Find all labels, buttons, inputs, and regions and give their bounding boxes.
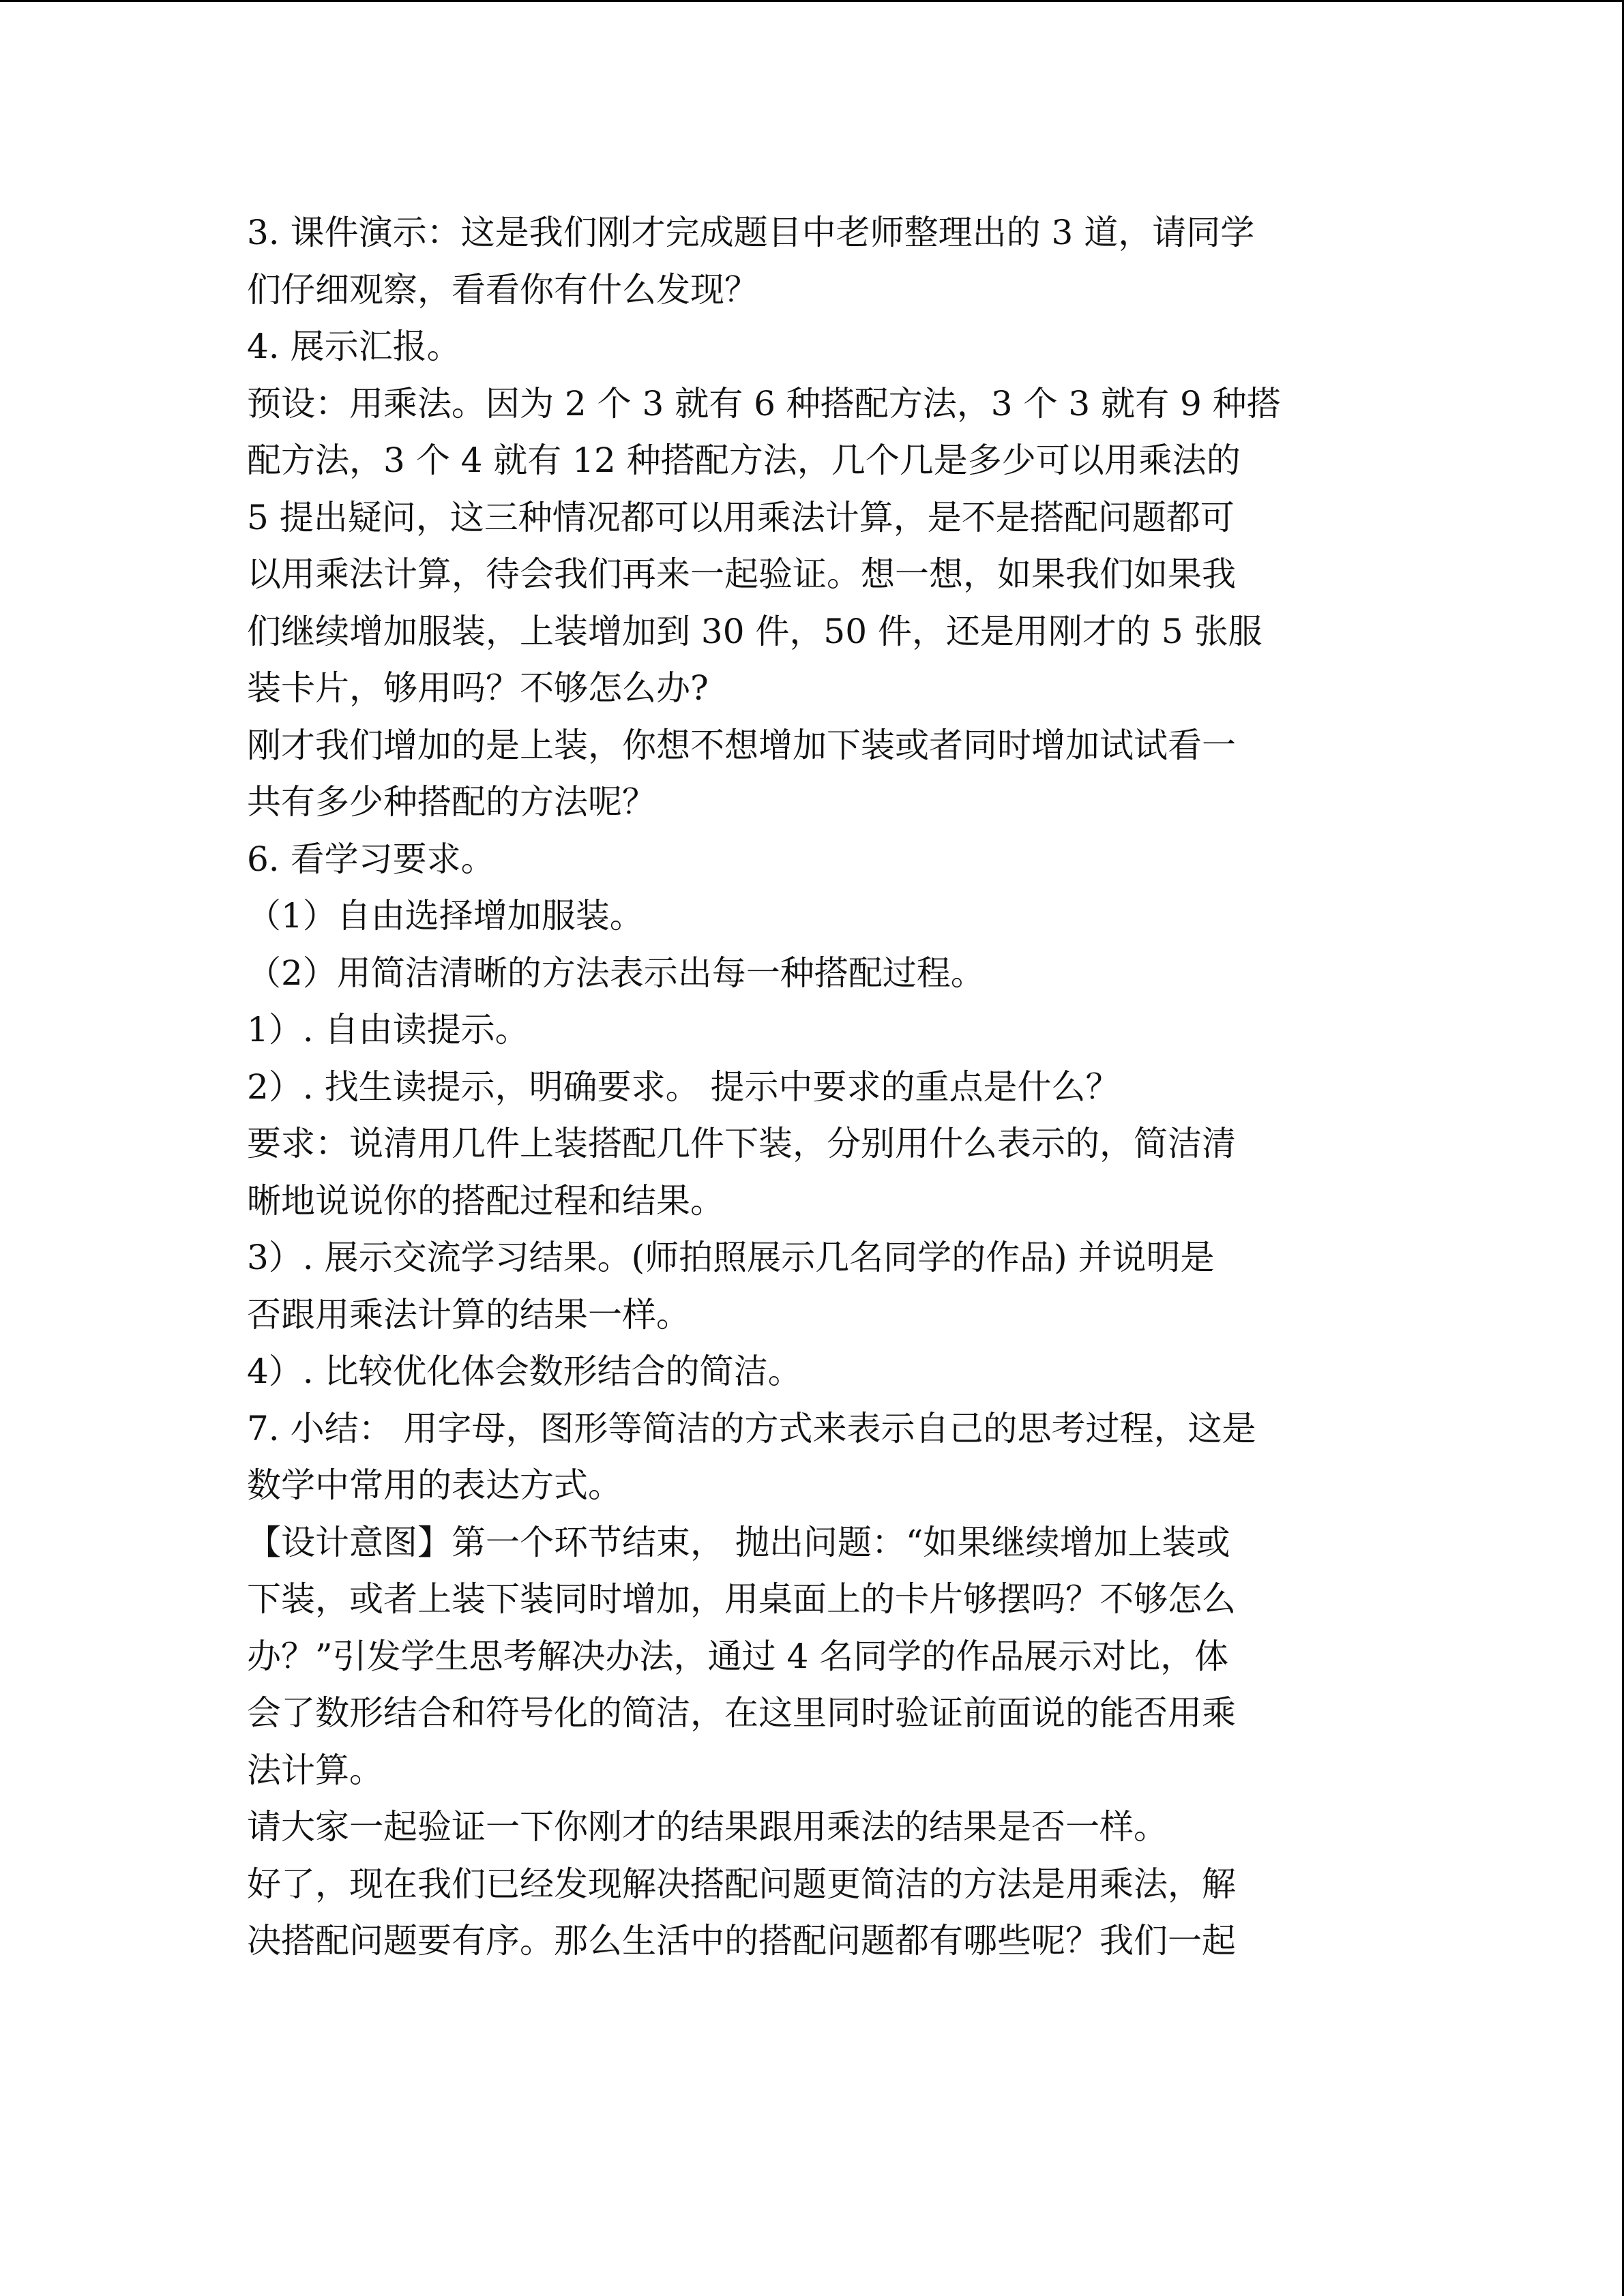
text-line: 共有多少种搭配的方法呢？: [247, 782, 656, 822]
text-line: 请大家一起验证一下你刚才的结果跟用乘法的结果是否一样。: [247, 1807, 1168, 1847]
text-line: 预设：用乘法。因为 2 个 3 就有 6 种搭配方法，3 个 3 就有 9 种搭: [247, 383, 1281, 423]
text-line: 数学中常用的表达方式。: [247, 1465, 622, 1505]
text-line: 办？”引发学生思考解决办法，通过 4 名同学的作品展示对比，体: [247, 1636, 1229, 1676]
text-line: 5 提出疑问，这三种情况都可以用乘法计算，是不是搭配问题都可: [247, 497, 1235, 537]
text-line: 好了，现在我们已经发现解决搭配问题更简洁的方法是用乘法，解: [247, 1864, 1236, 1904]
text-line: 2）. 找生读提示，明确要求。 提示中要求的重点是什么？: [247, 1067, 1120, 1107]
text-line: 【设计意图】第一个环节结束， 抛出问题：“如果继续增加上装或: [247, 1522, 1230, 1562]
text-line: 要求：说清用几件上装搭配几件下装，分别用什么表示的，简洁清: [247, 1124, 1236, 1163]
text-line: 会了数形结合和符号化的简洁，在这里同时验证前面说的能否用乘: [247, 1693, 1236, 1733]
text-line: 3. 课件演示：这是我们刚才完成题目中老师整理出的 3 道，请同学: [247, 213, 1255, 252]
text-line: 下装，或者上装下装同时增加，用桌面上的卡片够摆吗？不够怎么: [247, 1579, 1236, 1619]
text-line: 1）. 自由读提示。: [247, 1010, 529, 1049]
text-line: 4）. 比较优化体会数形结合的简洁。: [247, 1352, 802, 1391]
text-line: 晰地说说你的搭配过程和结果。: [247, 1180, 724, 1221]
text-line: 们继续增加服装，上装增加到 30 件，50 件，还是用刚才的 5 张服: [247, 611, 1263, 651]
text-line: 刚才我们增加的是上装，你想不想增加下装或者同时增加试试看一: [247, 725, 1236, 765]
text-line: （1）自由选择增加服装。: [247, 896, 644, 936]
text-line: 以用乘法计算，待会我们再来一起验证。想一想，如果我们如果我: [247, 554, 1236, 594]
text-line: 3）. 展示交流学习结果。(师拍照展示几名同学的作品) 并说明是: [247, 1238, 1215, 1277]
text-line: 否跟用乘法计算的结果一样。: [247, 1294, 690, 1335]
document-body: [247, 205, 1386, 1970]
text-line: 6. 看学习要求。: [247, 839, 495, 879]
text-line: 4. 展示汇报。: [247, 327, 461, 366]
text-line: （2）用简洁清晰的方法表示出每一种搭配过程。: [247, 953, 985, 993]
text-line: 装卡片，够用吗？不够怎么办?: [247, 668, 709, 708]
text-line: 法计算。: [247, 1750, 383, 1790]
text-line: 配方法，3 个 4 就有 12 种搭配方法，几个几是多少可以用乘法的: [247, 441, 1241, 480]
text-line: 决搭配问题要有序。那么生活中的搭配问题都有哪些呢？我们一起: [247, 1921, 1236, 1960]
text-line: 7. 小结： 用字母，图形等简洁的方式来表示自己的思考过程，这是: [247, 1408, 1256, 1448]
text-line: 们仔细观察，看看你有什么发现？: [247, 269, 758, 310]
